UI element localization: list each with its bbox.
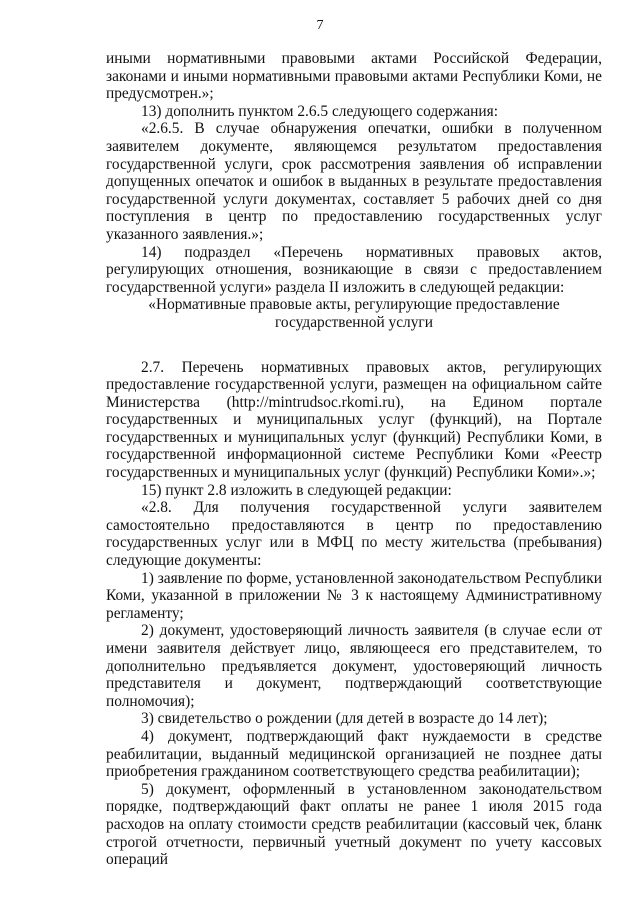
page-number: 7 — [316, 18, 324, 33]
item-15: 15) пункт 2.8 изложить в следующей редакции: — [141, 481, 452, 499]
document-list-item-3: 3) свидетельство о рождении (для детей в возрасте до 14 лет); — [141, 710, 548, 728]
clause-2-7: 2.7. Перечень нормативных правовых актов, регулирующих предоставление государственной услуги, размещен на официальном сайте Министерства (http://mintrudsoc.rkomi.ru), на Едином портале государственных и муниципальных услуг (функций), на Портале государственных и муниципальных услуг (функций) Республики Коми, в государственной информационной системе Республики Коми «Реестр государственных и муниципальных услуг (функций) Республики Коми».»; — [106, 358, 602, 482]
clause-2-8: «2.8. Для получения государственной услуги заявителем самостоятельно предоставляются в центр по предоставлению государственных услуг или в МФЦ по месту жительства (пребывания) следующие документы: — [106, 499, 602, 570]
document-list-item-1: 1) заявление по форме, установленной законодательством Республики Коми, указанной в приложении № 3 к настоящему Административному регламенту; — [106, 569, 602, 622]
item-14: 14) подраздел «Перечень нормативных правовых актов, регулирующих отношения, возникающие в связи с предоставлением государственной услуги» раздела II изложить в следующей редакции: — [106, 243, 602, 296]
subsection-heading: «Нормативные правовые акты, регулирующие предоставление государственной услуги — [148, 296, 560, 331]
spacer — [106, 332, 602, 359]
document-list-item-4: 4) документ, подтверждающий факт нуждаемости в средстве реабилитации, выданный медицинской организацией не позднее даты приобретения гражданином соответствующего средства реабилитации); — [106, 727, 602, 781]
document-list-item-5: 5) документ, оформленный в установленном законодательством порядке, подтверждающий факт оплаты не ранее 1 июля 2015 года расходов на оплату стоимости средств реабилитации (кассовый чек, бланк строгой отчетности, первичный учетный документ по учету кассовых операций — [106, 780, 602, 869]
document-list-item-2: 2) документ, удостоверяющий личность заявителя (в случае если от имени заявителя действует лицо, являющееся его представителем, то дополнительно предъявляется документ, удостоверяющий личность представителя и документ, подтверждающий соответствующие полномочия); — [106, 622, 602, 710]
clause-2-6-5: «2.6.5. В случае обнаружения опечатки, ошибки в полученном заявителем документе, являющемся результатом предоставления государственной услуги, срок рассмотрения заявления об исправлении допущенных опечаток и ошибок в выданных в результате предоставления государственной услуги документах, составляет 5 рабочих дней со дня поступления в центр по предоставлению государственных услуг указанного заявления.»; — [106, 120, 602, 243]
document-body — [106, 50, 602, 869]
item-13: 13) дополнить пунктом 2.6.5 следующего содержания: — [141, 102, 498, 120]
paragraph-continuation: иными нормативными правовыми актами Российской Федерации, законами и иными нормативными правовыми актами Республики Коми, не предусмотрен.»; — [106, 50, 602, 103]
